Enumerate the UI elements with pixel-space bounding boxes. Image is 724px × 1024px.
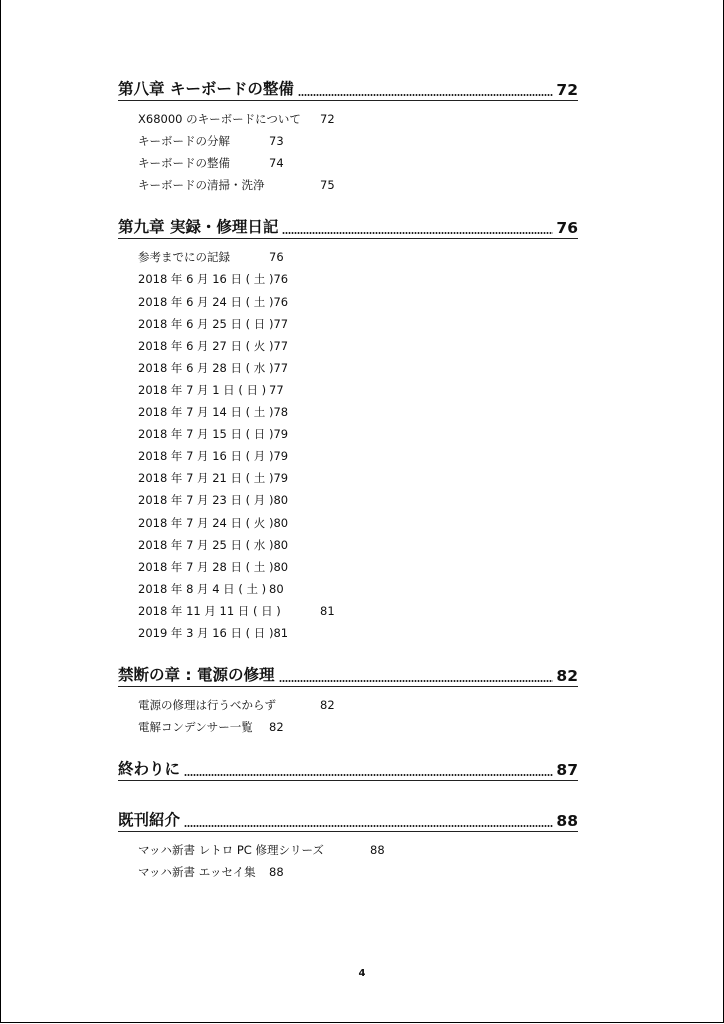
chapter-page-number: 76 [556,219,578,238]
entry-title: 参考までにの記録 [138,250,230,265]
toc-entry[interactable] [138,401,578,423]
entry-page-number: 79 [273,449,289,464]
entry-page-number: 79 [273,427,289,442]
entry-title: 2018 年 7 月 16 日 ( 月 ) [138,449,274,464]
toc-entry[interactable] [138,335,578,357]
chapter-heading-afterword[interactable] [118,758,578,781]
chapter-title: 終わりに [118,760,181,779]
chapter-entries [138,108,578,196]
dot-leader [282,232,553,234]
entry-title: 2018 年 11 月 11 日 ( 日 ) [138,603,281,618]
entry-title: 2018 年 7 月 1 日 ( 日 ) [138,382,267,397]
entry-title: 2018 年 6 月 28 日 ( 水 ) [138,360,274,375]
entry-page-number: 76 [273,272,289,287]
chapter-heading-published-books[interactable] [118,809,578,832]
chapter-entries [138,839,578,883]
table-of-contents [118,78,578,883]
entry-title: 2018 年 7 月 23 日 ( 月 ) [138,493,274,508]
entry-page-number: 77 [273,360,289,375]
entry-page-number: 81 [320,603,335,618]
entry-page-number: 74 [269,156,284,171]
entry-title: 2018 年 6 月 25 日 ( 日 ) [138,316,274,331]
chapter-page-number: 72 [556,81,578,99]
toc-entry[interactable] [138,622,578,644]
toc-entry[interactable] [138,130,578,152]
entry-title: 2018 年 7 月 21 日 ( 土 ) [138,471,274,486]
toc-entry[interactable] [138,291,578,313]
page-number: 4 [358,968,366,979]
dot-leader [184,774,553,776]
toc-entry[interactable] [138,600,578,622]
toc-entry[interactable] [138,174,578,196]
chapter-heading-power-supply[interactable] [118,664,578,687]
entry-title: マッハ新書 レトロ PC 修理シリーズ [138,843,324,858]
toc-entry[interactable] [138,716,578,738]
entry-page-number: 77 [273,316,289,331]
chapter-page-number: 82 [556,667,578,686]
entry-page-number: 77 [269,382,284,397]
chapter-page-number: 87 [556,761,578,780]
chapter-entries [138,246,578,644]
toc-entry[interactable] [138,556,578,578]
entry-title: 2018 年 7 月 15 日 ( 日 ) [138,427,274,442]
chapter-title: 既刊紹介 [118,811,181,830]
entry-page-number: 77 [273,338,289,353]
entry-page-number: 88 [269,865,284,880]
entry-title: 2018 年 7 月 14 日 ( 土 ) [138,405,274,420]
toc-entry[interactable] [138,861,578,883]
entry-page-number: 72 [320,112,335,126]
toc-entry[interactable] [138,512,578,534]
toc-entry[interactable] [138,357,578,379]
entry-page-number: 79 [273,471,289,486]
entry-page-number: 76 [273,294,289,309]
toc-entry[interactable] [138,694,578,716]
chapter-entries [138,694,578,738]
toc-entry[interactable] [138,445,578,467]
entry-title: X68000 のキーボードについて [138,112,301,126]
entry-page-number: 80 [273,537,289,552]
entry-title: 2018 年 6 月 24 日 ( 土 ) [138,294,274,309]
entry-title: 2018 年 8 月 4 日 ( 土 ) [138,581,267,596]
dot-leader [184,825,553,827]
chapter-title: 禁断の章 : 電源の修理 [118,666,275,685]
entry-page-number: 73 [269,134,284,149]
entry-page-number: 82 [269,720,284,735]
chapter-page-number: 88 [556,812,578,831]
entry-title: キーボードの清掃・洗浄 [138,178,265,193]
entry-page-number: 75 [320,178,335,193]
entry-page-number: 80 [273,559,289,574]
toc-entry[interactable] [138,152,578,174]
chapter-title: 第八章 キーボードの整備 [118,80,294,98]
dot-leader [279,680,554,682]
entry-title: 2018 年 6 月 16 日 ( 土 ) [138,272,274,287]
entry-title: 2018 年 7 月 28 日 ( 土 ) [138,559,274,574]
entry-page-number: 80 [269,581,284,596]
chapter-title: 第九章 実録・修理日記 [118,218,279,237]
entry-page-number: 80 [273,493,289,508]
entry-page-number: 76 [269,250,284,265]
toc-entry[interactable] [138,839,578,861]
entry-page-number: 81 [273,625,289,640]
dot-leader [298,94,554,96]
entry-title: 電解コンデンサー一覧 [138,720,253,735]
toc-entry[interactable] [138,268,578,290]
toc-entry[interactable] [138,578,578,600]
entry-title: マッハ新書 エッセイ集 [138,865,256,880]
entry-page-number: 80 [273,515,289,530]
toc-entry[interactable] [138,108,578,130]
toc-entry[interactable] [138,489,578,511]
entry-page-number: 78 [273,405,289,420]
toc-entry[interactable] [138,423,578,445]
toc-entry[interactable] [138,313,578,335]
chapter-heading-repair-diary[interactable] [118,216,578,239]
toc-entry[interactable] [138,379,578,401]
entry-title: キーボードの分解 [138,134,230,149]
toc-entry[interactable] [138,467,578,489]
entry-title: 2018 年 7 月 24 日 ( 火 ) [138,515,274,530]
toc-entry[interactable] [138,534,578,556]
entry-title: 2018 年 7 月 25 日 ( 水 ) [138,537,274,552]
entry-page-number: 82 [320,698,335,713]
toc-entry[interactable] [138,246,578,268]
entry-title: 電源の修理は行うべからず [138,698,276,713]
entry-page-number: 88 [370,843,385,858]
entry-title: 2018 年 6 月 27 日 ( 火 ) [138,338,274,353]
entry-title: キーボードの整備 [138,156,230,171]
chapter-heading-keyboard[interactable] [118,78,578,101]
entry-title: 2019 年 3 月 16 日 ( 日 ) [138,625,274,640]
